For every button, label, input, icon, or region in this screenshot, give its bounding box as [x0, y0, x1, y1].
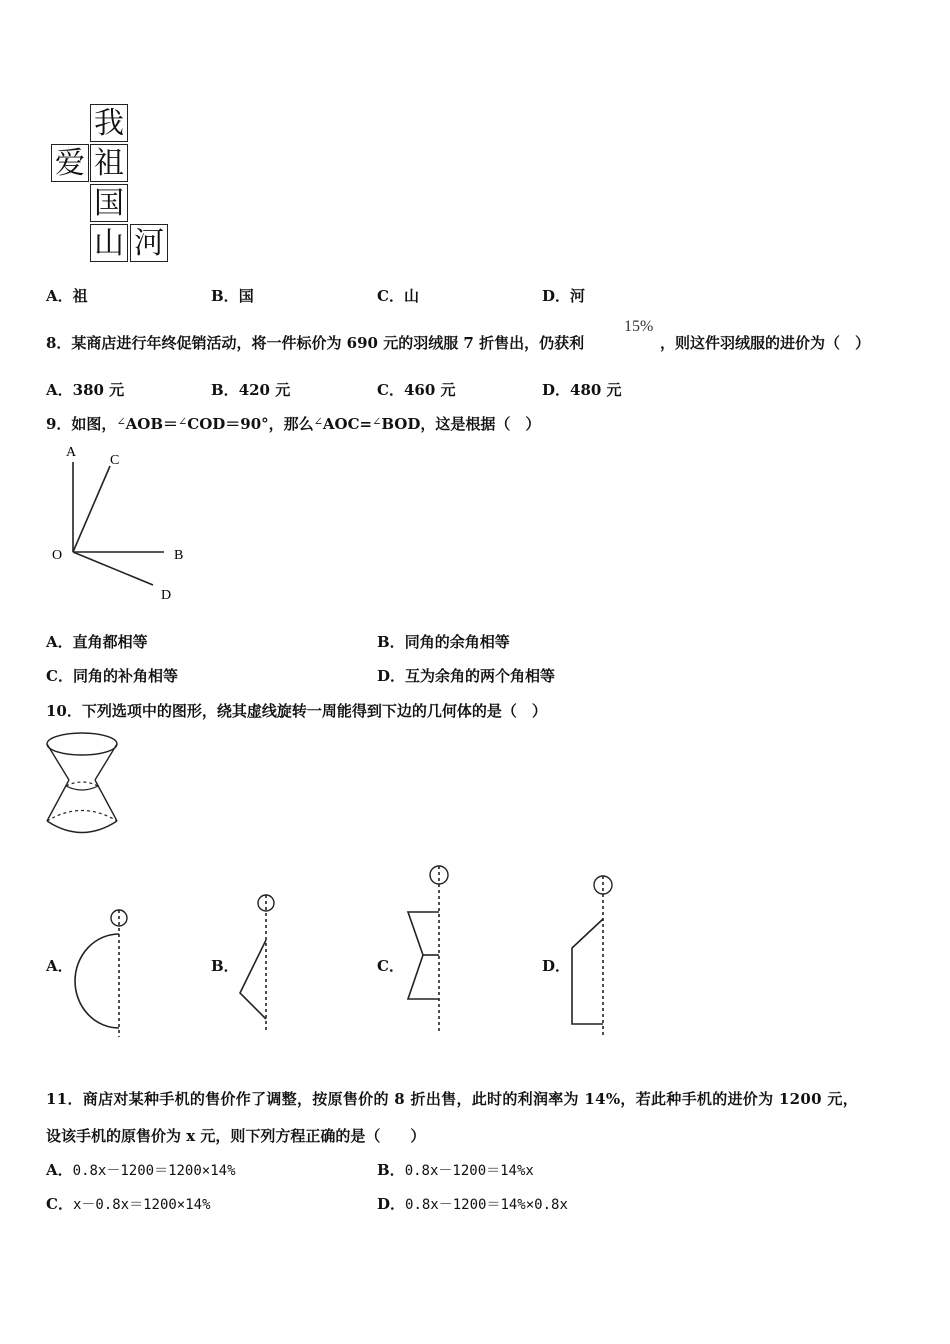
label-d: D	[161, 588, 172, 603]
option-text: 同角的余角相等	[404, 633, 510, 651]
q8-percent: 15%	[624, 318, 654, 335]
q9-cod: COD＝90°，那么	[187, 415, 314, 433]
net-cell-top: 我	[90, 104, 128, 142]
option-text: x－0.8x＝1200×14%	[72, 1197, 211, 1213]
option-text: 480 元	[570, 381, 622, 399]
q10-option-d-letter: D．	[542, 957, 571, 975]
q7-option-a	[46, 285, 88, 306]
q10-option-c-letter: C．	[377, 957, 404, 975]
q9-aoc: AOC=	[322, 415, 373, 433]
label-c: C	[110, 453, 120, 468]
q10-option-b-figure	[230, 890, 290, 1035]
option-text: 420 元	[238, 381, 291, 399]
net-cell-mid: 祖	[90, 144, 128, 182]
label-a: A	[66, 445, 77, 460]
double-cone-figure	[42, 728, 126, 840]
net-cell-bottom: 山	[90, 224, 128, 262]
angle-icon: ∠	[178, 415, 188, 428]
q7-option-b	[211, 285, 254, 306]
option-letter: B．	[211, 381, 239, 399]
q9-option-c	[46, 665, 178, 686]
option-letter: D．	[377, 667, 406, 685]
option-letter: D．	[542, 287, 571, 305]
q8-option-a	[46, 379, 124, 400]
q11-option-b	[377, 1159, 534, 1180]
option-text: 国	[238, 287, 254, 305]
label-o: O	[52, 548, 63, 563]
q9-option-a	[46, 631, 148, 652]
q7-option-c	[377, 285, 419, 306]
q10-option-a-letter: A．	[46, 957, 73, 975]
option-text: 0.8x－1200＝1200×14%	[72, 1163, 236, 1179]
option-letter: C．	[46, 667, 73, 685]
option-letter: C．	[46, 1195, 73, 1213]
q8-option-c	[377, 379, 456, 400]
option-text: 直角都相等	[72, 633, 148, 651]
option-letter: A．	[46, 381, 73, 399]
option-text: 0.8x－1200＝14%×0.8x	[405, 1197, 568, 1213]
option-letter: A．	[46, 1161, 73, 1179]
ray-oc	[73, 466, 110, 552]
option-letter: A．	[46, 633, 73, 651]
option-letter: B．	[377, 1161, 405, 1179]
q11-option-c	[46, 1193, 211, 1214]
option-letter: C．	[377, 287, 404, 305]
q9-angle-figure	[40, 440, 210, 610]
q11-option-a	[46, 1159, 236, 1180]
q10-option-d-figure	[562, 870, 622, 1040]
option-text: 祖	[72, 287, 88, 305]
option-letter: B．	[377, 633, 405, 651]
option-letter: A．	[46, 287, 73, 305]
net-cell-lower: 国	[90, 184, 128, 222]
q10-option-c-figure	[398, 862, 458, 1037]
q9-bod: BOD，这是根据（ ）	[381, 415, 541, 433]
q7-option-d	[542, 285, 585, 306]
option-text: 山	[403, 287, 419, 305]
net-cell-right: 河	[130, 224, 168, 262]
q10-option-b-letter: B．	[211, 957, 239, 975]
angle-icon: ∠	[116, 415, 126, 428]
q8-option-b	[211, 379, 290, 400]
option-text: 460 元	[403, 381, 456, 399]
net-cell-left: 爱	[51, 144, 89, 182]
option-letter: B．	[211, 287, 239, 305]
q8-stem-part2: ，则这件羽绒服的进价为（ ）	[660, 334, 871, 352]
q10-option-a-figure	[66, 905, 136, 1040]
option-letter: D．	[377, 1195, 406, 1213]
q9-option-d	[377, 665, 555, 686]
angle-icon: ∠	[372, 415, 382, 428]
q8-stem-part1: 8．某商店进行年终促销活动，将一件标价为 690 元的羽绒服 7 折售出，仍获利	[46, 334, 585, 352]
option-letter: C．	[377, 381, 404, 399]
q10-stem: 10．下列选项中的图形，绕其虚线旋转一周能得到下边的几何体的是（ ）	[46, 702, 547, 720]
q9-option-b	[377, 631, 510, 652]
q9-stem	[46, 413, 540, 434]
q8-option-d	[542, 379, 622, 400]
q11-option-d	[377, 1193, 568, 1214]
ray-od	[73, 552, 153, 585]
option-text: 同角的补角相等	[72, 667, 178, 685]
q9-prefix: 9．如图，	[46, 415, 117, 433]
label-b: B	[174, 548, 184, 563]
option-letter: D．	[542, 381, 571, 399]
angle-icon: ∠	[313, 415, 323, 428]
q11-stem-line1: 11．商店对某种手机的售价作了调整，按原售价的 8 折出售，此时的利润率为 14%，若此种手机的进价为 1200 元，	[46, 1090, 859, 1108]
option-text: 河	[570, 287, 586, 305]
option-text: 0.8x－1200＝14%x	[404, 1163, 534, 1179]
option-text: 互为余角的两个角相等	[405, 667, 556, 685]
q9-aob: AOB＝	[125, 415, 179, 433]
option-text: 380 元	[72, 381, 125, 399]
q11-stem-line2: 设该手机的原售价为 x 元，则下列方程正确的是（ ）	[46, 1127, 426, 1145]
